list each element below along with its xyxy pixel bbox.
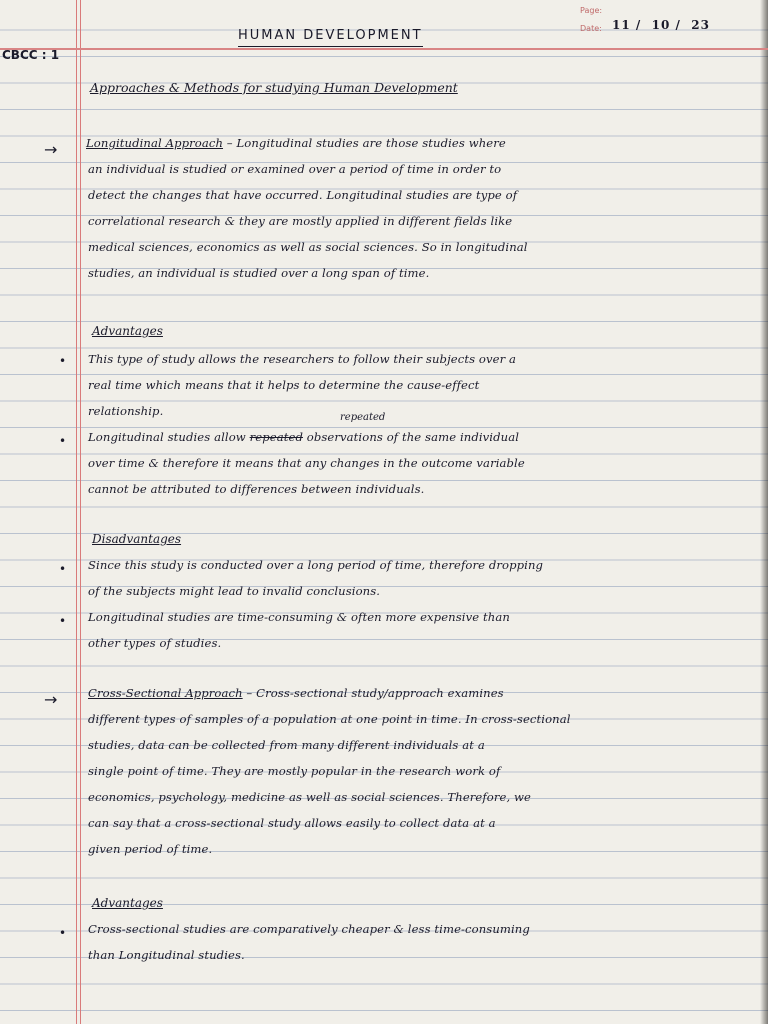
bullet-icon: • [59,562,67,576]
longitudinal-line-2: an individual is studied or examined over a period of time in order to [88,162,502,176]
cross-sectional-line-6: can say that a cross-sectional study allows easily to collect data at a [88,816,496,830]
arrow-icon: → [44,140,58,159]
disadvantage-line: Since this study is conducted over a long period of time, therefore dropping [88,558,544,572]
cross-sectional-line-7: given period of time. [88,842,213,856]
cross-sectional-heading: Cross-Sectional Approach [88,686,243,700]
longitudinal-line-4: correlational research & they are mostly applied in different fields like [88,214,513,228]
longitudinal-heading: Longitudinal Approach [86,136,224,150]
struck-word: repeated [249,430,303,444]
header-rule [0,48,768,50]
longitudinal-line-1: Longitudinal Approach – Longitudinal studies are those studies where [86,136,506,150]
inserted-word: repeated [340,412,386,423]
disadvantage-line: other types of studies. [88,636,222,650]
bullet-icon: • [59,614,67,628]
margin-line [80,0,81,1024]
course-code: CBCC : 1 [2,48,60,62]
advantage-line: Cross-sectional studies are comparatively cheaper & less time-consuming [88,922,530,936]
advantages-heading: Advantages [92,896,163,910]
page-label: Page: [580,6,603,15]
advantage-line: Longitudinal studies allow repeated observations of the same individual [88,430,520,444]
arrow-icon: → [44,690,58,709]
bullet-icon: • [59,434,67,448]
bullet-icon: • [59,926,67,940]
date-year: 23 [691,18,710,32]
advantages-heading: Advantages [92,324,163,338]
margin-line [76,0,77,1024]
cross-sectional-line-1: Cross-Sectional Approach – Cross-sectional study/approach examines [88,686,504,700]
disadvantages-heading: Disadvantages [92,532,182,546]
page-title: HUMAN DEVELOPMENT [238,28,423,43]
date-value: 11 / 10 / 23 [612,18,710,32]
page-date-box [572,0,762,44]
date-month: 10 [651,18,671,32]
cross-sectional-line-3: studies, data can be collected from many different individuals at a [88,738,485,752]
advantage-line: over time & therefore it means that any changes in the outcome variable [88,456,525,470]
advantage-line: real time which means that it helps to determine the cause-effect [88,378,480,392]
advantage-line: than Longitudinal studies. [88,948,245,962]
bullet-icon: • [59,354,67,368]
cross-sectional-line-2: different types of samples of a population at one point in time. In cross-sectional [88,712,571,726]
advantage-line: This type of study allows the researchers to follow their subjects over a [88,352,517,366]
longitudinal-line-5: medical sciences, economics as well as social sciences. So in longitudinal [88,240,528,254]
longitudinal-line-6: studies, an individual is studied over a long span of time. [88,266,430,280]
cross-sectional-line-4: single point of time. They are mostly popular in the research work of [88,764,501,778]
advantage-line: cannot be attributed to differences between individuals. [88,482,425,496]
cross-sectional-line-5: economics, psychology, medicine as well as social sciences. Therefore, we [88,790,532,804]
disadvantage-line: of the subjects might lead to invalid conclusions. [88,584,381,598]
disadvantage-line: Longitudinal studies are time-consuming & often more expensive than [88,610,510,624]
date-label: Date: [580,24,602,33]
section-title: Approaches & Methods for studying Human Development [90,80,458,95]
advantage-line: relationship. [88,404,164,418]
longitudinal-line-3: detect the changes that have occurred. Longitudinal studies are type of [88,188,518,202]
date-day: 11 [612,18,631,32]
